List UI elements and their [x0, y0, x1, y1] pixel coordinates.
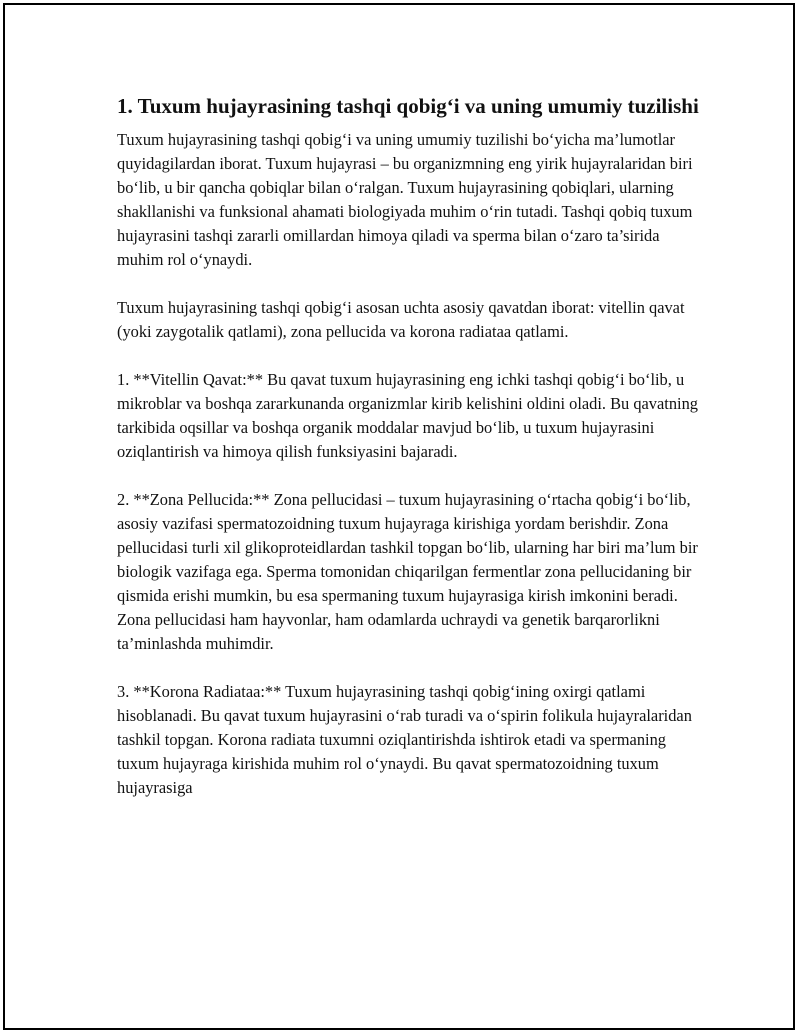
paragraph-corona-radiata: 3. **Korona Radiataa:** Tuxum hujayrasining tashqi qobig‘ining oxirgi qatlami hisoblanadi. Bu qavat tuxum hujayrasini o‘rab turadi va o‘spirin folikula hujayralaridan tashkil topgan. Korona radiata tuxumni oziqlantirishda ishtirok etadi va spermaning tuxum hujayraga kirishida muhim rol o‘ynaydi. Bu qavat spermatozoidning tuxum hujayrasiga [117, 682, 692, 797]
section-heading: 1. Tuxum hujayrasining tashqi qobig‘i va uning umumiy tuzilishi [117, 94, 699, 118]
paragraph-vitellin-layer: 1. **Vitellin Qavat:** Bu qavat tuxum hujayrasining eng ichki tashqi qobig‘i bo‘lib, u mikroblar va boshqa zararkunanda organizmlar kirib kelishini oldini oladi. Bu qavatning tarkibida oqsillar va boshqa organik moddalar mavjud bo‘lib, u tuxum hujayrasini oziqlantirish va himoya qilish funksiyasini bajaradi. [117, 370, 698, 461]
document-body [117, 92, 707, 824]
paragraph-intro: Tuxum hujayrasining tashqi qobig‘i va uning umumiy tuzilishi bo‘yicha ma’lumotlar quyidagilardan iborat. Tuxum hujayrasi – bu organizmning eng yirik hujayralaridan biri bo‘lib, u bir qancha qobiqlar bilan o‘ralgan. Tuxum hujayrasining qobiqlari, ularning shakllanishi va funksional ahamati biologiyada muhim o‘rin tutadi. Tashqi qobiq tuxum hujayrasini tashqi zararli omillardan himoya qiladi va sperma bilan o‘zaro ta’sirida muhim rol o‘ynaydi. [117, 130, 693, 269]
paragraph-zona-pellucida: 2. **Zona Pellucida:** Zona pellucidasi – tuxum hujayrasining o‘rtacha qobig‘i bo‘lib, asosiy vazifasi spermatozoidning tuxum hujayraga kirishiga yordam berishdir. Zona pellucidasi turli xil glikoproteidlardan tashkil topgan bo‘lib, ularning har biri ma’lum bir biologik vazifaga ega. Sperma tomonidan chiqarilgan fermentlar zona pellucidaning bir qismida erishi mumkin, bu esa spermaning tuxum hujayrasiga kirish imkonini beradi. Zona pellucidasi ham hayvonlar, ham odamlarda uchraydi va genetik barqarorlikni ta’minlashda muhimdir. [117, 490, 698, 653]
paragraph-layers-overview: Tuxum hujayrasining tashqi qobig‘i asosan uchta asosiy qavatdan iborat: vitellin qavat (yoki zaygotalik qatlami), zona pellucida va korona radiataa qatlami. [117, 298, 685, 341]
